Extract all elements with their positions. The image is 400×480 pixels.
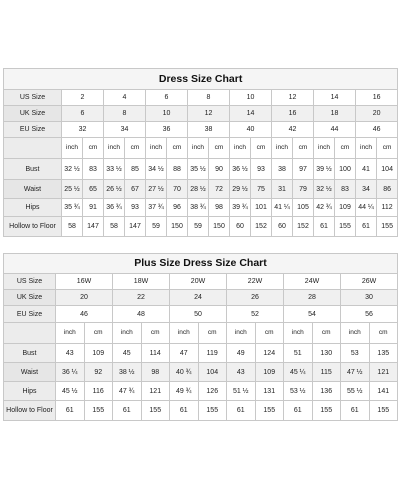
unit-inch: inch [272,138,293,159]
waist-cm-cell: 121 [369,363,398,382]
unit-cm: cm [369,323,398,344]
eu-size-label: EU Size [4,122,62,138]
uk-size-row [4,290,398,306]
eu-size-cell: 46 [356,122,398,138]
waist-cm-cell: 83 [335,180,356,199]
hips-inch-cell: 47 ¾ [113,382,142,401]
eu-size-cell: 44 [314,122,356,138]
uk-size-cell: 22 [113,290,170,306]
waist-row [4,180,398,199]
bust-cm-cell: 97 [293,159,314,180]
hips-label: Hips [4,382,56,401]
hips-inch-cell: 44 ¼ [356,199,377,217]
hips-row [4,382,398,401]
bust-row [4,344,398,363]
unit-inch: inch [104,138,125,159]
us-size-cell: 16 [356,90,398,106]
waist-label: Waist [4,180,62,199]
hips-inch-cell: 36 ¾ [104,199,125,217]
us-size-label: US Size [4,90,62,106]
waist-label: Waist [4,363,56,382]
unit-inch: inch [62,138,83,159]
unit-inch: inch [188,138,209,159]
waist-inch-cell: 28 ½ [188,180,209,199]
us-size-cell: 10 [230,90,272,106]
bust-inch-cell: 36 ½ [230,159,251,180]
us-size-label: US Size [4,274,56,290]
uk-size-label: UK Size [4,290,56,306]
bust-inch-cell: 33 ½ [104,159,125,180]
us-size-cell: 18W [113,274,170,290]
bust-inch-cell: 41 [356,159,377,180]
hollow-to-floor-inch-cell: 60 [272,217,293,237]
eu-size-cell: 32 [62,122,104,138]
bust-inch-cell: 35 ½ [188,159,209,180]
waist-inch-cell: 36 ¼ [56,363,85,382]
unit-cm: cm [141,323,170,344]
hollow-to-floor-inch-cell: 58 [104,217,125,237]
units-row [4,138,398,159]
us-size-cell: 26W [341,274,398,290]
hollow-to-floor-inch-cell: 61 [284,401,313,421]
bust-cm-cell: 90 [209,159,230,180]
hollow-to-floor-cm-cell: 155 [141,401,170,421]
eu-size-cell: 56 [341,306,398,323]
bust-inch-cell: 34 ½ [146,159,167,180]
us-size-cell: 14 [314,90,356,106]
waist-inch-cell: 43 [227,363,256,382]
unit-cm: cm [293,138,314,159]
waist-cm-cell: 75 [251,180,272,199]
waist-inch-cell: 32 ½ [314,180,335,199]
title-row [4,254,398,274]
bust-inch-cell: 32 ½ [62,159,83,180]
uk-size-row [4,106,398,122]
hips-cm-cell: 126 [198,382,227,401]
hollow-to-floor-label: Hollow to Floor [4,217,62,237]
hollow-to-floor-cm-cell: 152 [251,217,272,237]
bust-inch-cell: 38 [272,159,293,180]
bust-cm-cell: 114 [141,344,170,363]
waist-inch-cell: 26 ½ [104,180,125,199]
bust-cm-cell: 88 [167,159,188,180]
hollow-to-floor-cm-cell: 155 [377,217,398,237]
hollow-to-floor-label: Hollow to Floor [4,401,56,421]
unit-inch: inch [113,323,142,344]
us-size-cell: 8 [188,90,230,106]
hips-inch-cell: 37 ¾ [146,199,167,217]
eu-size-cell: 42 [272,122,314,138]
hips-cm-cell: 109 [335,199,356,217]
uk-size-cell: 20 [56,290,113,306]
bust-cm-cell: 104 [377,159,398,180]
hips-cm-cell: 93 [125,199,146,217]
us-size-cell: 2 [62,90,104,106]
hips-label: Hips [4,199,62,217]
hips-cm-cell: 105 [293,199,314,217]
hollow-to-floor-inch-cell: 61 [56,401,85,421]
waist-inch-cell: 38 ½ [113,363,142,382]
us-size-cell: 4 [104,90,146,106]
waist-inch-cell: 25 ½ [62,180,83,199]
waist-inch-cell: 27 ½ [146,180,167,199]
hips-row [4,199,398,217]
waist-cm-cell: 104 [198,363,227,382]
hollow-to-floor-cm-cell: 150 [167,217,188,237]
waist-inch-cell: 45 ¼ [284,363,313,382]
eu-size-cell: 34 [104,122,146,138]
hollow-to-floor-row [4,217,398,237]
hollow-to-floor-inch-cell: 61 [314,217,335,237]
us-size-cell: 16W [56,274,113,290]
unit-cm: cm [198,323,227,344]
uk-size-cell: 14 [230,106,272,122]
unit-inch: inch [356,138,377,159]
bust-cm-cell: 135 [369,344,398,363]
eu-size-cell: 48 [113,306,170,323]
unit-inch: inch [170,323,199,344]
hollow-to-floor-inch-cell: 61 [227,401,256,421]
bust-inch-cell: 39 ½ [314,159,335,180]
hips-inch-cell: 51 ½ [227,382,256,401]
waist-cm-cell: 70 [167,180,188,199]
hollow-to-floor-inch-cell: 59 [188,217,209,237]
unit-cm: cm [255,323,284,344]
bust-inch-cell: 49 [227,344,256,363]
eu-size-cell: 54 [284,306,341,323]
waist-cm-cell: 72 [209,180,230,199]
us-size-cell: 20W [170,274,227,290]
hollow-to-floor-cm-cell: 147 [83,217,104,237]
bust-cm-cell: 124 [255,344,284,363]
unit-cm: cm [209,138,230,159]
uk-size-cell: 16 [272,106,314,122]
hollow-to-floor-cm-cell: 155 [198,401,227,421]
waist-cm-cell: 86 [377,180,398,199]
hips-cm-cell: 141 [369,382,398,401]
unit-inch: inch [230,138,251,159]
unit-inch: inch [146,138,167,159]
hollow-to-floor-inch-cell: 61 [170,401,199,421]
waist-cm-cell: 92 [84,363,113,382]
uk-size-cell: 6 [62,106,104,122]
eu-size-row [4,306,398,323]
hips-cm-cell: 101 [251,199,272,217]
bust-cm-cell: 93 [251,159,272,180]
uk-size-cell: 18 [314,106,356,122]
hips-cm-cell: 91 [83,199,104,217]
uk-size-cell: 8 [104,106,146,122]
hips-inch-cell: 49 ¾ [170,382,199,401]
hollow-to-floor-inch-cell: 58 [62,217,83,237]
waist-cm-cell: 109 [255,363,284,382]
units-label-blank [4,323,56,344]
uk-size-cell: 26 [227,290,284,306]
hips-inch-cell: 39 ¾ [230,199,251,217]
unit-cm: cm [125,138,146,159]
uk-size-cell: 30 [341,290,398,306]
uk-size-cell: 12 [188,106,230,122]
bust-inch-cell: 43 [56,344,85,363]
bust-label: Bust [4,344,56,363]
hips-inch-cell: 42 ¾ [314,199,335,217]
waist-inch-cell: 40 ¾ [170,363,199,382]
waist-cm-cell: 79 [293,180,314,199]
hips-cm-cell: 112 [377,199,398,217]
hips-cm-cell: 96 [167,199,188,217]
bust-label: Bust [4,159,62,180]
hollow-to-floor-inch-cell: 59 [146,217,167,237]
hollow-to-floor-cm-cell: 155 [369,401,398,421]
unit-inch: inch [341,323,370,344]
eu-size-cell: 52 [227,306,284,323]
eu-size-cell: 38 [188,122,230,138]
hips-inch-cell: 45 ½ [56,382,85,401]
waist-cm-cell: 67 [125,180,146,199]
eu-size-label: EU Size [4,306,56,323]
unit-cm: cm [83,138,104,159]
uk-size-cell: 28 [284,290,341,306]
hips-inch-cell: 41 ¼ [272,199,293,217]
bust-cm-cell: 83 [83,159,104,180]
waist-inch-cell: 29 ½ [230,180,251,199]
hips-inch-cell: 38 ¾ [188,199,209,217]
unit-cm: cm [251,138,272,159]
hollow-to-floor-cm-cell: 150 [209,217,230,237]
hollow-to-floor-inch-cell: 61 [113,401,142,421]
dress-size-chart-table [3,68,398,237]
hips-cm-cell: 98 [209,199,230,217]
eu-size-row [4,122,398,138]
unit-inch: inch [227,323,256,344]
bust-inch-cell: 45 [113,344,142,363]
waist-cm-cell: 115 [312,363,341,382]
us-size-row [4,274,398,290]
unit-cm: cm [312,323,341,344]
units-label-blank [4,138,62,159]
waist-row [4,363,398,382]
bust-cm-cell: 100 [335,159,356,180]
bust-cm-cell: 130 [312,344,341,363]
us-size-row [4,90,398,106]
bust-cm-cell: 109 [84,344,113,363]
title-row [4,69,398,90]
chart-title: Dress Size Chart [4,69,398,90]
unit-cm: cm [377,138,398,159]
bust-inch-cell: 51 [284,344,313,363]
uk-size-cell: 24 [170,290,227,306]
waist-inch-cell: 34 [356,180,377,199]
hips-inch-cell: 53 ½ [284,382,313,401]
hollow-to-floor-inch-cell: 61 [356,217,377,237]
hips-inch-cell: 35 ¾ [62,199,83,217]
chart-title: Plus Size Dress Size Chart [4,254,398,274]
bust-cm-cell: 85 [125,159,146,180]
us-size-cell: 22W [227,274,284,290]
hollow-to-floor-cm-cell: 155 [255,401,284,421]
hips-cm-cell: 121 [141,382,170,401]
unit-cm: cm [84,323,113,344]
bust-inch-cell: 53 [341,344,370,363]
hips-cm-cell: 136 [312,382,341,401]
uk-size-cell: 20 [356,106,398,122]
bust-inch-cell: 47 [170,344,199,363]
hollow-to-floor-row [4,401,398,421]
uk-size-cell: 10 [146,106,188,122]
hips-cm-cell: 131 [255,382,284,401]
waist-cm-cell: 98 [141,363,170,382]
waist-inch-cell: 31 [272,180,293,199]
hollow-to-floor-cm-cell: 155 [312,401,341,421]
waist-inch-cell: 47 ½ [341,363,370,382]
bust-row [4,159,398,180]
unit-cm: cm [167,138,188,159]
plus-size-dress-size-chart-table [3,253,398,421]
us-size-cell: 24W [284,274,341,290]
bust-cm-cell: 119 [198,344,227,363]
eu-size-cell: 36 [146,122,188,138]
hips-inch-cell: 55 ½ [341,382,370,401]
us-size-cell: 6 [146,90,188,106]
hollow-to-floor-cm-cell: 155 [335,217,356,237]
waist-cm-cell: 65 [83,180,104,199]
unit-inch: inch [284,323,313,344]
eu-size-cell: 40 [230,122,272,138]
unit-inch: inch [314,138,335,159]
eu-size-cell: 50 [170,306,227,323]
us-size-cell: 12 [272,90,314,106]
hollow-to-floor-inch-cell: 61 [341,401,370,421]
units-row [4,323,398,344]
hollow-to-floor-cm-cell: 152 [293,217,314,237]
hollow-to-floor-cm-cell: 147 [125,217,146,237]
uk-size-label: UK Size [4,106,62,122]
hollow-to-floor-inch-cell: 60 [230,217,251,237]
unit-inch: inch [56,323,85,344]
eu-size-cell: 46 [56,306,113,323]
unit-cm: cm [335,138,356,159]
hollow-to-floor-cm-cell: 155 [84,401,113,421]
hips-cm-cell: 116 [84,382,113,401]
